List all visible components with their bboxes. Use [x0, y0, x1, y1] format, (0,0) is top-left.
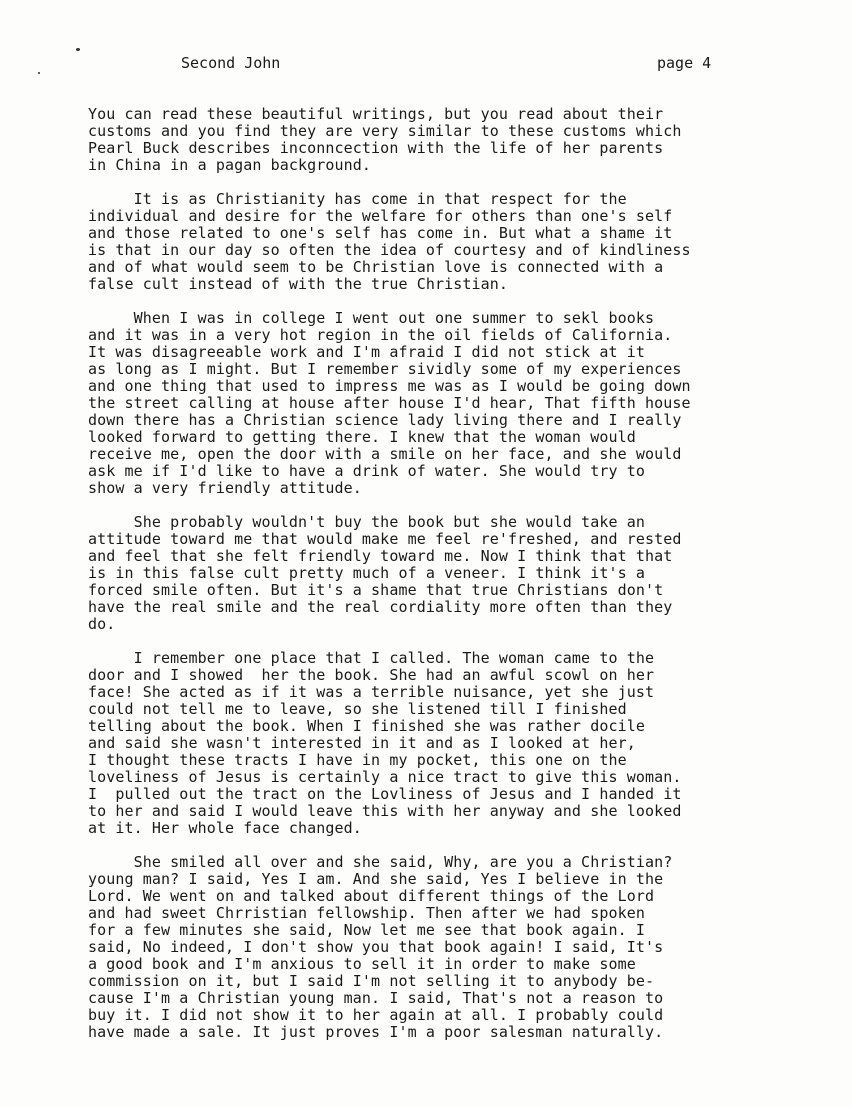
paragraph: She probably wouldn't buy the book but she would take an attitude toward me that would make me feel re'freshed, and rested and feel that she felt friendly toward me. Now I think that that is in this false cult pretty much of a veneer. I think it's a forced smile often. But it's a shame that true Christians don't have the real smile and the real cordiality more often than they do. [88, 513, 682, 633]
paragraph: She smiled all over and she said, Why, are you a Christian? young man? I said, Yes I am. And she said, Yes I believe in the Lord. We went on and talked about different things of the Lord and had sweet Chrristian fellowship. Then after we had spoken for a few minutes she said, Now let me see that book again. I said, No indeed, I don't show you that book again! I said, It's a good book and I'm anxious to sell it in order to make some commission on it, but I said I'm not selling it to anybody be- cause I'm a Christian young man. I said, That's not a reason to buy it. I did not show it to her again at all. I probably could have made a sale. It just proves I'm a poor salesman naturally. [88, 853, 673, 1041]
page-number: page 4 [657, 54, 712, 72]
paragraph: I remember one place that I called. The woman came to the door and I showed her the book. She had an awful scowl on her face! She acted as if it was a terrible nuisance, yet she just could not tell me to leave, so she listened till I finished telling about the book. When I finished she was rather docile and said she wasn't interested in it and as I looked at her, I thought these tracts I have in my pocket, this one on the loveliness of Jesus is certainly a nice tract to give this woman. I pulled out the tract on the Lovliness of Jesus and I handed it to her and said I would leave this with her anyway and she looked at it. Her whole face changed. [88, 649, 682, 837]
body-text [88, 106, 788, 1041]
paragraph: When I was in college I went out one summer to sekl books and it was in a very hot region in the oil fields of California. It was disagreeable work and I'm afraid I did not stick at it as long as I might. But I remember sividly some of my experiences and one thing that used to impress me was as I would be going down the street calling at house after house I'd hear, That fifth house down there has a Christian science lady living there and I really looked forward to getting there. I knew that the woman would receive me, open the door with a smile on her face, and she would ask me if I'd like to have a drink of water. She would try to show a very friendly attitude. [88, 309, 691, 497]
paragraph: You can read these beautiful writings, but you read about their customs and you find they are very similar to these customs which Pearl Buck describes inconncection with the life of her parents in China in a pagan background. [88, 105, 682, 174]
paragraph: It is as Christianity has come in that respect for the individual and desire for the welfare for others than one's self and those related to one's self has come in. But what a shame it is that in our day so often the idea of courtesy and of kindliness and of what would seem to be Christian love is connected with a false cult instead of with the true Christian. [88, 190, 691, 293]
page-speck [76, 48, 80, 51]
running-header-title: Second John [181, 54, 281, 72]
page-speck [38, 72, 40, 74]
